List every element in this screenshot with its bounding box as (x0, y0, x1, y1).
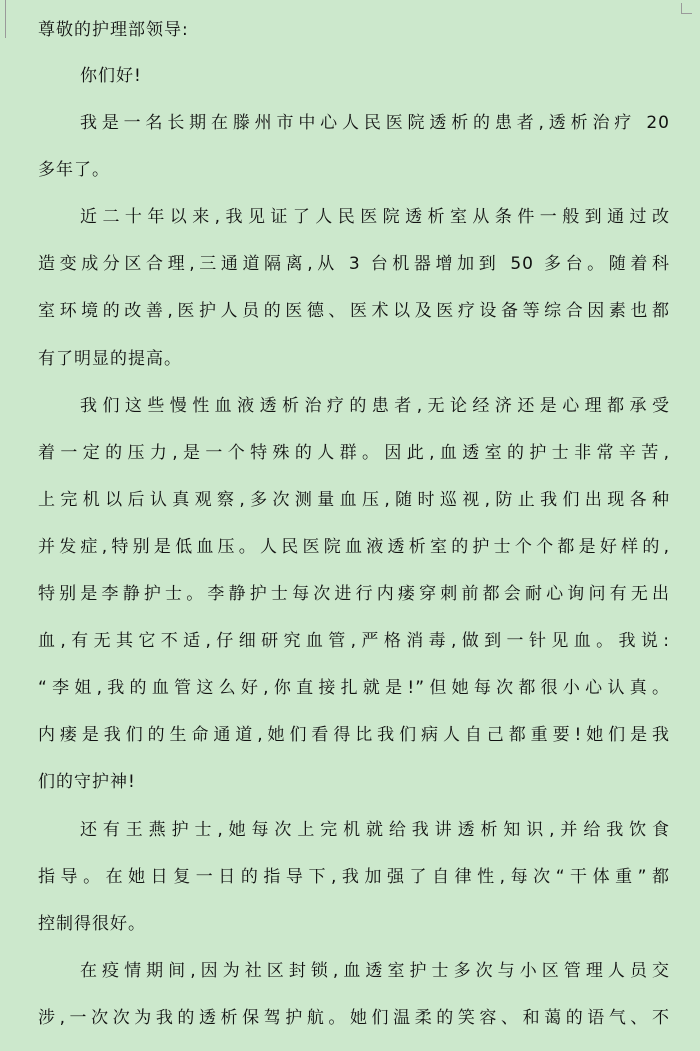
text-line: 内瘘是我们的生命通道,她们看得比我们病人自己都重要!她们是我 (38, 725, 670, 746)
text-line: 多年了。 (38, 160, 110, 181)
text-line: 上完机以后认真观察,多次测量血压,随时巡视,防止我们出现各种 (38, 489, 670, 510)
text-line: 我是一名长期在滕州市中心人民医院透析的患者,透析治疗 20 (80, 113, 670, 134)
text-line: 指导。在她日复一日的指导下,我加强了自律性,每次“干体重”都 (38, 866, 670, 887)
page-margin-mark-left (5, 0, 6, 38)
page-margin-mark-right (681, 3, 692, 14)
text-line: 着一定的压力,是一个特殊的人群。因此,血透室的护士非常辛苦, (38, 442, 670, 463)
text-line: 们的守护神! (38, 772, 136, 793)
text-line: 还有王燕护士,她每次上完机就给我讲透析知识,并给我饮食 (80, 819, 670, 840)
text-line: 室环境的改善,医护人员的医德、医术以及医疗设备等综合因素也都 (38, 301, 670, 322)
text-line: 并发症,特别是低血压。人民医院血液透析室的护士个个都是好样的, (38, 536, 670, 557)
text-line: 有了明显的提高。 (38, 348, 182, 369)
text-line: 控制得很好。 (38, 913, 146, 934)
text-line: 近二十年以来,我见证了人民医院透析室从条件一般到通过改 (80, 207, 670, 228)
text-line: 特别是李静护士。李静护士每次进行内瘘穿刺前都会耐心询问有无出 (38, 584, 670, 605)
text-line: 在疫情期间,因为社区封锁,血透室护士多次与小区管理人员交 (80, 960, 670, 981)
text-line: 涉,一次次为我的透析保驾护航。她们温柔的笑容、和蔼的语气、不 (38, 1007, 670, 1028)
text-line: 你们好! (80, 66, 142, 86)
text-line: 造变成分区合理,三通道隔离,从 3 台机器增加到 50 多台。随着科 (38, 254, 670, 275)
text-line: 血,有无其它不适,仔细研究血管,严格消毒,做到一针见血。我说: (38, 631, 670, 652)
text-line: “李姐,我的血管这么好,你直接扎就是!”但她每次都很小心认真。 (38, 678, 670, 699)
text-line: 我们这些慢性血液透析治疗的患者,无论经济还是心理都承受 (80, 395, 670, 416)
letter-body (38, 0, 670, 1042)
salutation-line: 尊敬的护理部领导: (38, 20, 189, 40)
